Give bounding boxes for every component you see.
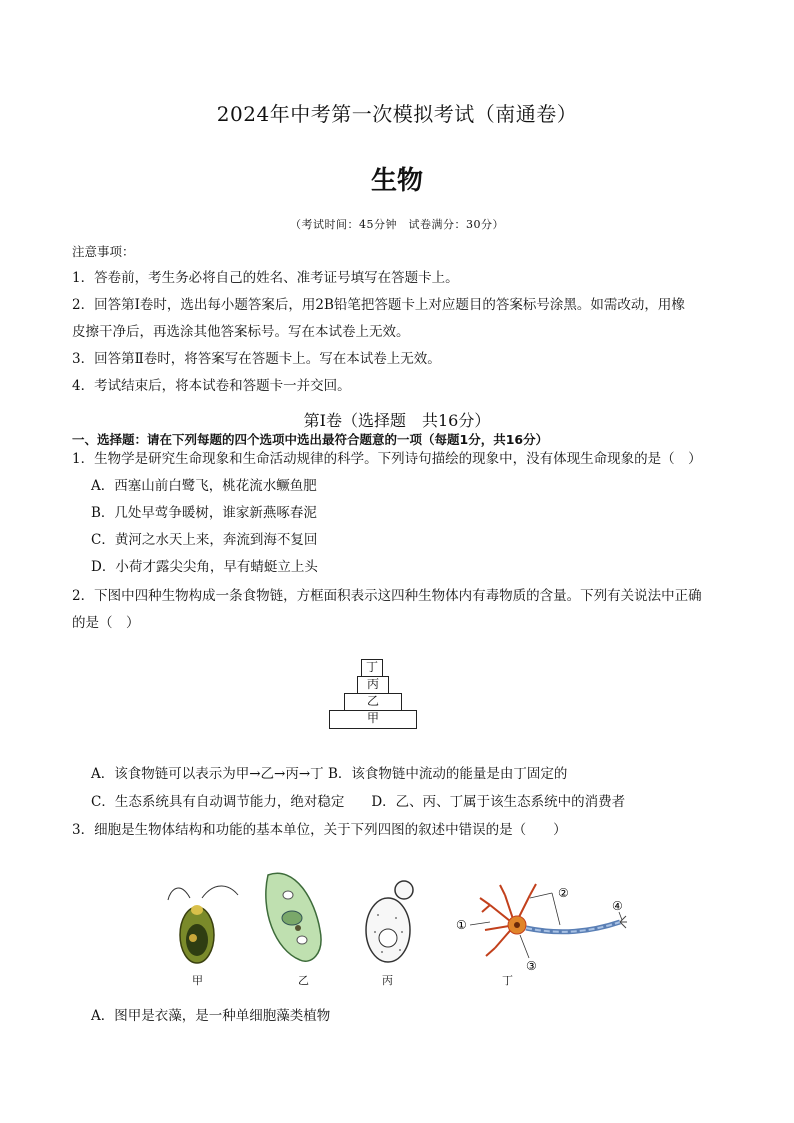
label-ding: 丁 bbox=[502, 974, 513, 987]
q1-option-b: B．几处早莺争暖树，谁家新燕啄春泥 bbox=[91, 505, 317, 521]
neuron-mark-3: ③ bbox=[526, 959, 537, 973]
label-bing: 丙 bbox=[382, 974, 393, 987]
label-yi: 乙 bbox=[298, 974, 309, 987]
chlamydomonas-illustration bbox=[168, 886, 238, 963]
pyramid-box-jia: 甲 bbox=[329, 710, 417, 729]
neuron-mark-2: ② bbox=[558, 886, 569, 900]
q2-stem-line2: 的是（ ） bbox=[72, 615, 140, 631]
notice-item-1: 1．答卷前，考生务必将自己的姓名、准考证号填写在答题卡上。 bbox=[72, 270, 459, 286]
notice-item-3: 3．回答第Ⅱ卷时，将答案写在答题卡上。写在本试卷上无效。 bbox=[72, 351, 441, 367]
neuron-mark-4: ④ bbox=[612, 899, 623, 913]
notice-heading: 注意事项： bbox=[72, 244, 135, 259]
exam-info: （考试时间：45分钟 试卷满分：30分） bbox=[290, 218, 504, 231]
q1-option-a: A．西塞山前白鹭飞，桃花流水鳜鱼肥 bbox=[91, 478, 317, 494]
q1-option-d: D．小荷才露尖尖角，早有蜻蜓立上头 bbox=[91, 559, 318, 575]
neuron-mark-1: ① bbox=[456, 918, 467, 932]
section-instruction: 一、选择题：请在下列每题的四个选项中选出最符合题意的一项（每题1分，共16分） bbox=[72, 432, 549, 447]
cell-illustrations bbox=[160, 860, 640, 980]
pyramid-box-yi: 乙 bbox=[344, 693, 402, 711]
q3-stem: 3．细胞是生物体结构和功能的基本单位，关于下列四图的叙述中错误的是（ ） bbox=[72, 822, 567, 838]
notice-item-2: 2．回答第Ⅰ卷时，选出每小题答案后，用2B铅笔把答题卡上对应题目的答案标号涂黑。如需改动，用橡 bbox=[72, 297, 685, 313]
q1-option-c: C．黄河之水天上来，奔流到海不复回 bbox=[91, 532, 318, 548]
yeast-illustration bbox=[366, 881, 413, 962]
section-title: 第Ⅰ卷（选择题 共16分） bbox=[303, 411, 491, 430]
subject-title: 生物 bbox=[370, 166, 423, 196]
neuron-illustration bbox=[470, 884, 627, 958]
pyramid-box-bing: 丙 bbox=[357, 676, 389, 694]
label-jia: 甲 bbox=[192, 974, 203, 987]
q2-options-line2: C．生态系统具有自动调节能力，绝对稳定 D．乙、丙、丁属于该生态系统中的消费者 bbox=[91, 794, 626, 810]
q1-stem: 1．生物学是研究生命现象和生命活动规律的科学。下列诗句描绘的现象中，没有体现生命现象的是（ ） bbox=[72, 451, 702, 467]
pyramid-box-ding: 丁 bbox=[361, 659, 383, 677]
notice-item-2-cont: 皮擦干净后，再选涂其他答案标号。写在本试卷上无效。 bbox=[72, 324, 410, 340]
notice-item-4: 4．考试结束后，将本试卷和答题卡一并交回。 bbox=[72, 378, 351, 394]
q2-stem-line1: 2．下图中四种生物构成一条食物链，方框面积表示这四种生物体内有毒物质的含量。下列有关说法中正确 bbox=[72, 588, 702, 604]
paramecium-illustration bbox=[266, 873, 321, 961]
q3-option-a: A．图甲是衣藻，是一种单细胞藻类植物 bbox=[91, 1008, 331, 1024]
exam-title: 2024年中考第一次模拟考试（南通卷） bbox=[216, 102, 578, 126]
q2-options-line1: A．该食物链可以表示为甲→乙→丙→丁 B．该食物链中流动的能量是由丁固定的 bbox=[91, 766, 568, 782]
